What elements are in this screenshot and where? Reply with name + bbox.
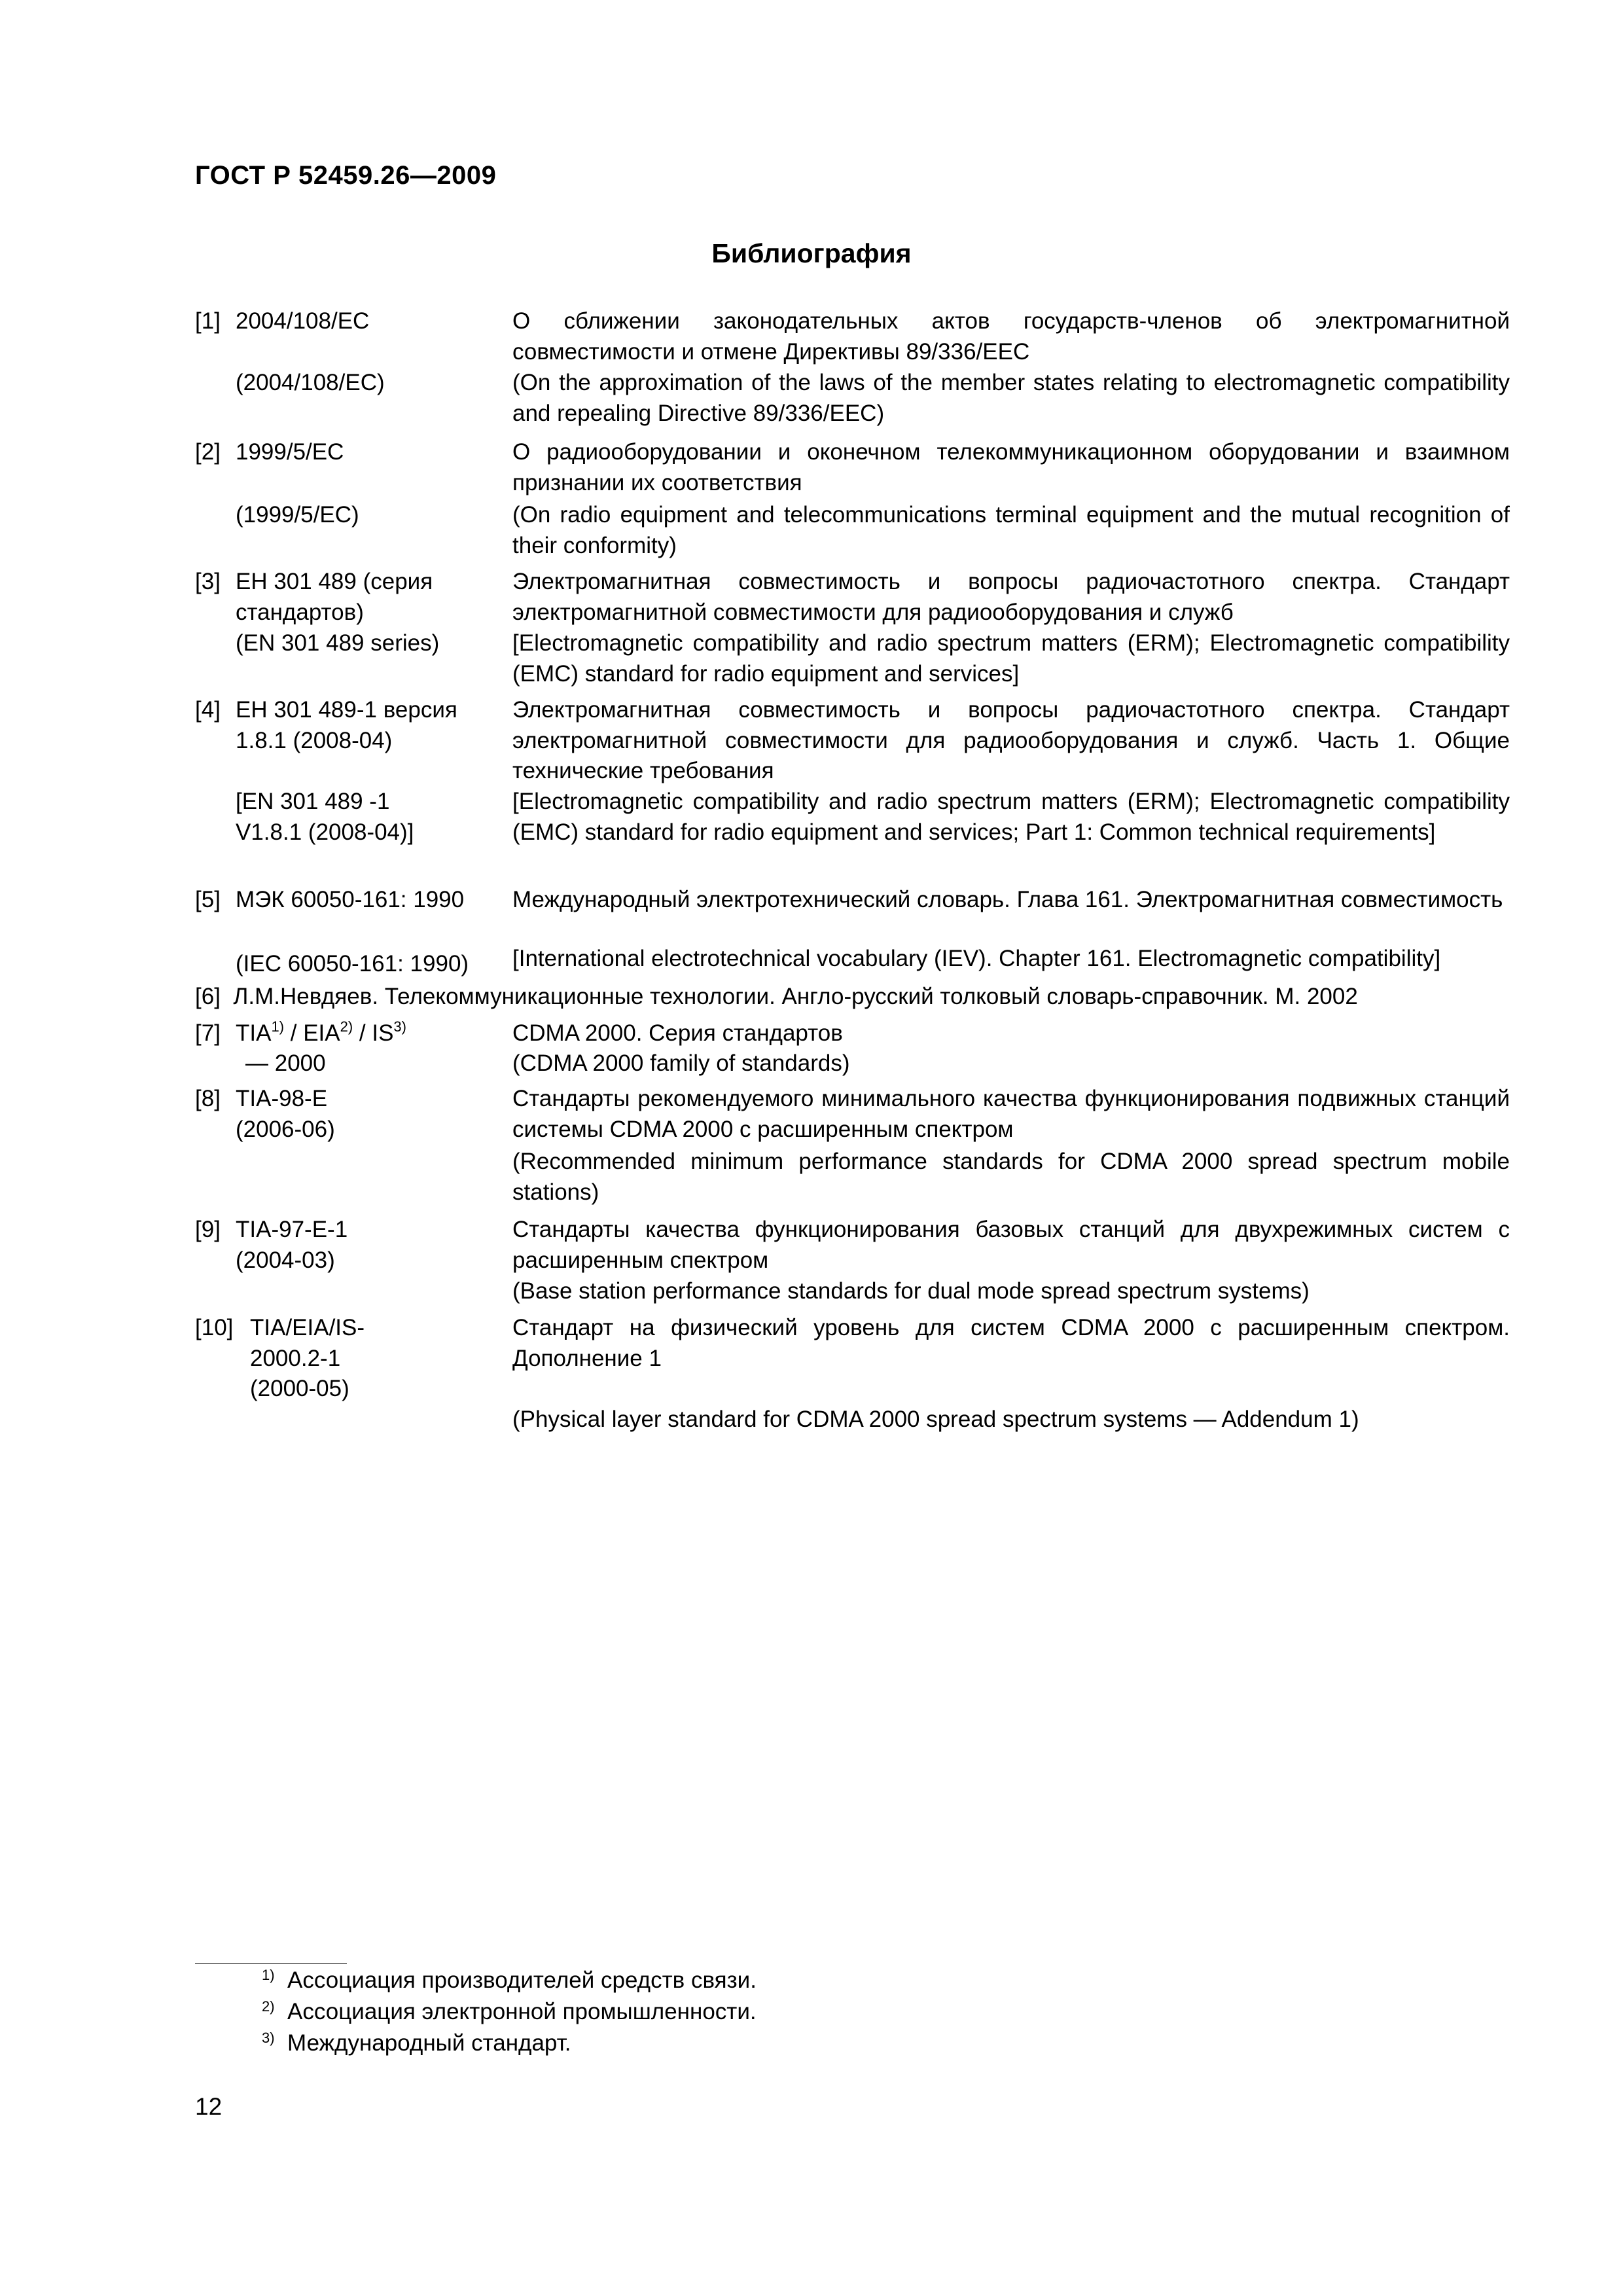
entry-number: [4] xyxy=(195,697,221,723)
entry-description-en: (CDMA 2000 family of standards) xyxy=(512,1050,850,1076)
entry-description-ru: Стандарты качества функционирования базовых станций для двухрежимных систем с расширенным спектром xyxy=(512,1217,1510,1273)
entry-text: Л.М.Невдяев. Телекоммуникационные технологии. Англо-русский толковый словарь-справочник. М. 2002 xyxy=(233,984,1358,1009)
footnote-mark: 2) xyxy=(262,1998,275,2015)
entry-code: 2004/108/EC xyxy=(236,308,370,334)
entry-code-original: [EN 301 489 -1 V1.8.1 (2008-04)] xyxy=(236,789,414,845)
entry-code: TIA-97-E-1 (2004-03) xyxy=(236,1217,348,1273)
entry-number: [2] xyxy=(195,439,221,465)
footnote xyxy=(262,1999,757,2025)
entry-code: ЕН 301 489 (серия стандартов) xyxy=(236,569,433,625)
footnote xyxy=(262,2030,571,2056)
entry-description-en: (Physical layer standard for CDMA 2000 spread spectrum systems — Addendum 1) xyxy=(512,1407,1359,1432)
entry-row xyxy=(195,982,1358,1013)
footnote-mark: 3) xyxy=(262,2030,275,2046)
bibliography-title: Библиография xyxy=(711,238,912,268)
entry-code: ЕН 301 489-1 версия 1.8.1 (2008-04) xyxy=(236,697,457,753)
entry-number: [10] xyxy=(195,1315,234,1340)
entry-code: 1999/5/EC xyxy=(236,439,344,465)
entry-description-en: [Electromagnetic compatibility and radio spectrum matters (ERM); Electromagnetic compatibility (EMC) standard for radio equipment and services; Part 1: Common technical requirements] xyxy=(512,789,1510,845)
page-number: 12 xyxy=(195,2093,223,2120)
footnote-text: Ассоциация электронной промышленности. xyxy=(287,1999,757,2024)
entry-number: [7] xyxy=(195,1020,221,1046)
entry-description-ru: Стандарты рекомендуемого минимального качества функционирования подвижных станций системы CDMA 2000 с расширенным спектром xyxy=(512,1086,1510,1142)
footnote-text: Международный стандарт. xyxy=(287,2030,571,2056)
footnote-mark: 1) xyxy=(262,1967,275,1983)
entry-description-en: [Electromagnetic compatibility and radio spectrum matters (ERM); Electromagnetic compatibility (EMC) standard for radio equipment and services] xyxy=(512,630,1510,687)
entry-description-en: (Base station performance standards for dual mode spread spectrum systems) xyxy=(512,1278,1310,1304)
entry-number: [5] xyxy=(195,887,221,912)
entry-code xyxy=(236,1018,497,1049)
entry-code-part: TIA xyxy=(236,1020,272,1046)
entry-description-en: [International electrotechnical vocabulary (IEV). Chapter 161. Electromagnetic compatibility] xyxy=(512,946,1441,971)
footnote-ref: 3) xyxy=(393,1018,406,1035)
footnote-text: Ассоциация производителей средств связи. xyxy=(287,1967,757,1993)
entry-code-original: (EN 301 489 series) xyxy=(236,630,440,656)
entry-number: [1] xyxy=(195,308,221,334)
entry-number: [6] xyxy=(195,984,221,1009)
entry-description-ru: Международный электротехнический словарь. Глава 161. Электромагнитная совместимость xyxy=(512,887,1503,912)
entry-code-original: (2004/108/EC) xyxy=(236,370,385,395)
entry-description-ru: Электромагнитная совместимость и вопросы радиочастотного спектра. Стандарт электромагнитной совместимости для радиооборудования и служб xyxy=(512,569,1510,625)
entry-code-original: (1999/5/EC) xyxy=(236,502,359,528)
footnote-ref: 2) xyxy=(340,1018,353,1035)
footnote-separator xyxy=(195,1963,347,1964)
entry-code-part: / IS xyxy=(353,1020,394,1046)
footnote xyxy=(262,1967,757,1994)
entry-description-ru: Электромагнитная совместимость и вопросы радиочастотного спектра. Стандарт электромагнитной совместимости для радиооборудования и служб. Часть 1. Общие технические требования xyxy=(512,697,1510,783)
entry-description-ru: Стандарт на физический уровень для систем CDMA 2000 с расширенным спектром. Дополнение 1 xyxy=(512,1315,1510,1371)
entry-number: [8] xyxy=(195,1086,221,1111)
entry-code: МЭК 60050-161: 1990 xyxy=(236,887,465,912)
entry-description-en: (On radio equipment and telecommunications terminal equipment and the mutual recognition of their conformity) xyxy=(512,502,1510,558)
entry-code: TIA/EIA/IS-2000.2-1 (2000-05) xyxy=(250,1315,365,1401)
entry-description-ru: О радиооборудовании и оконечном телекоммуникационном оборудовании и взаимном признании их соответствия xyxy=(512,439,1510,495)
entry-description-ru: CDMA 2000. Серия стандартов xyxy=(512,1020,843,1046)
entry-description-en: (Recommended minimum performance standards for CDMA 2000 spread spectrum mobile stations) xyxy=(512,1149,1510,1205)
entry-description-ru: О сближении законодательных актов государств-членов об электромагнитной совместимости и отмене Директивы 89/336/EEC xyxy=(512,308,1510,365)
entry-code-original: (IEC 60050-161: 1990) xyxy=(236,951,469,977)
entry-code-part: / EIA xyxy=(284,1020,340,1046)
entry-number: [9] xyxy=(195,1217,221,1242)
standard-header: ГОСТ Р 52459.26—2009 xyxy=(195,161,497,190)
entry-number: [3] xyxy=(195,569,221,594)
entry-description-en: (On the approximation of the laws of the member states relating to electromagnetic compatibility and repealing Directive 89/336/EEC) xyxy=(512,370,1510,426)
footnote-ref: 1) xyxy=(271,1018,285,1035)
entry-code: TIA-98-E (2006-06) xyxy=(236,1086,335,1142)
entry-code-year: — 2000 xyxy=(245,1050,326,1076)
